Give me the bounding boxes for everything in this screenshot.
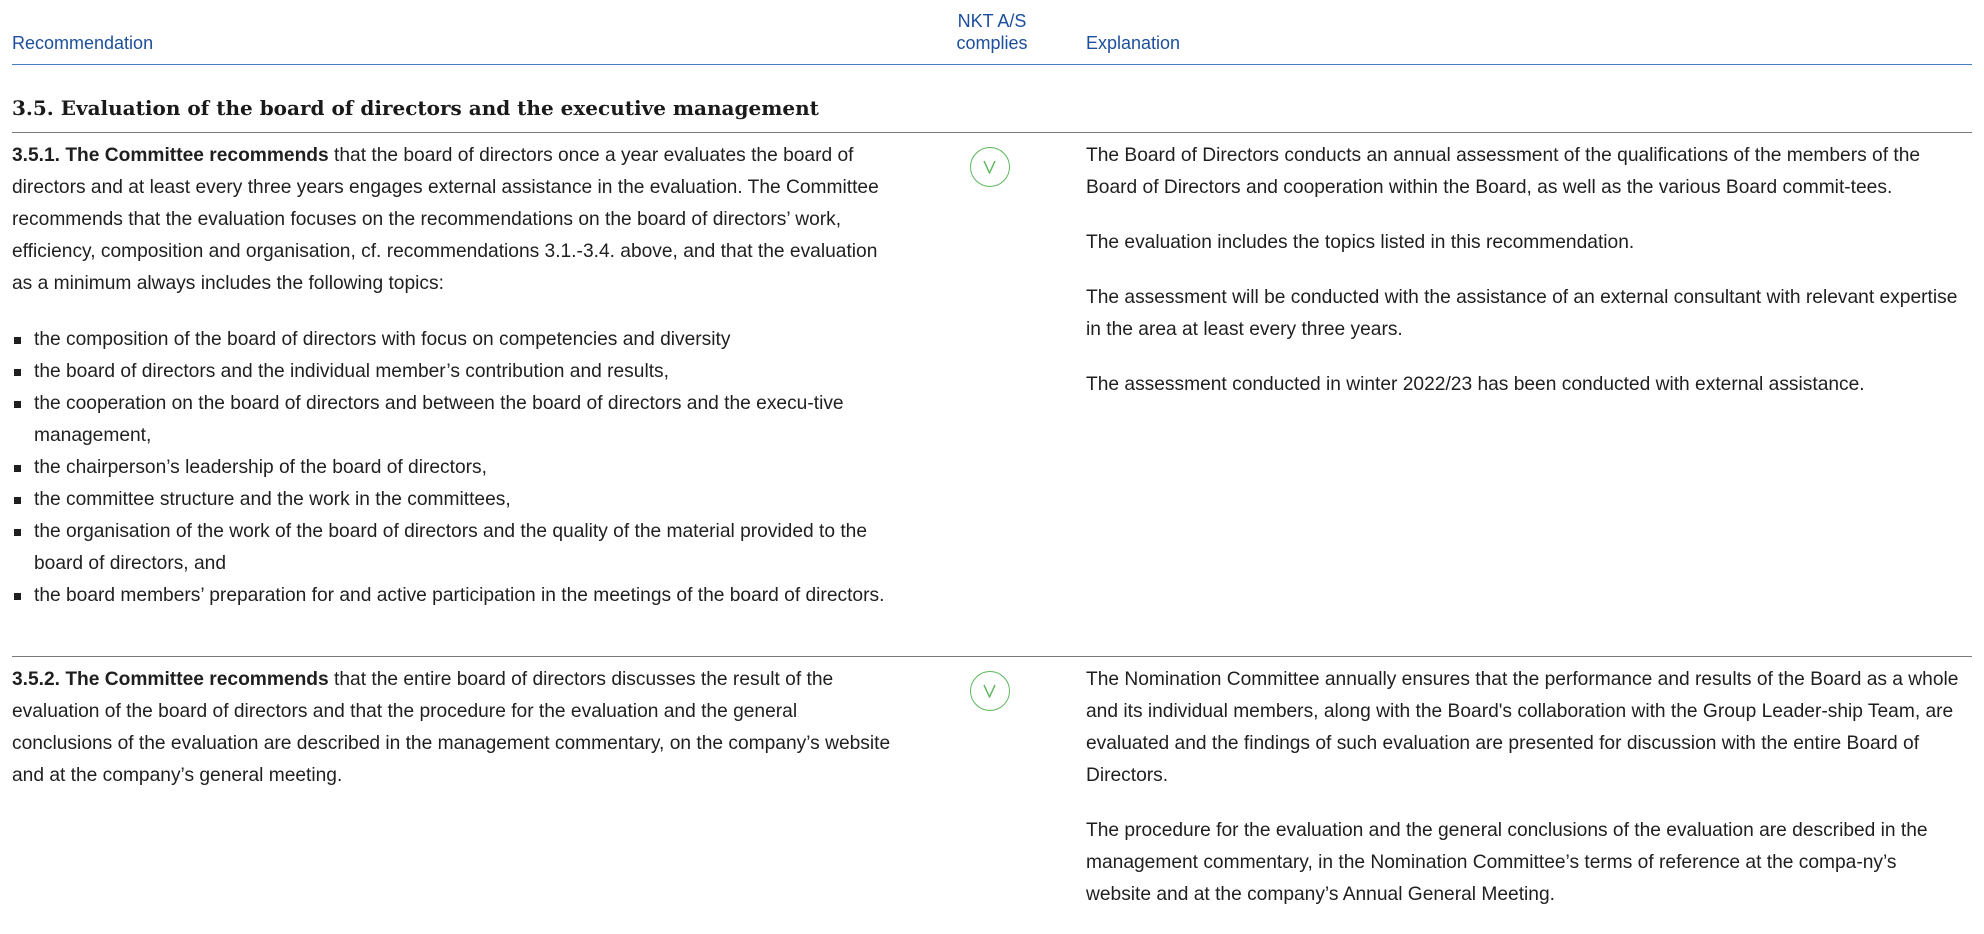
list-item: the composition of the board of directors with focus on competencies and diversity xyxy=(12,324,902,356)
explanation-paragraph: The assessment conducted in winter 2022/23 has been conducted with external assistance. xyxy=(1086,374,1865,395)
recommendation-text xyxy=(12,664,902,792)
row-divider xyxy=(12,132,1972,133)
recommendation-3-5-2 xyxy=(12,664,902,792)
check-icon xyxy=(970,147,1010,187)
column-header-recommendation: Recommendation xyxy=(12,33,154,53)
complies-header-line2: complies xyxy=(956,33,1028,53)
recommendation-text xyxy=(12,140,902,300)
list-item: the board members’ preparation for and active participation in the meetings of the board of directors. xyxy=(12,580,902,612)
header-divider xyxy=(12,64,1972,65)
explanation-3-5-2 xyxy=(1086,664,1966,934)
column-header-explanation: Explanation xyxy=(1086,33,1181,53)
explanation-paragraph: The Board of Directors conducts an annual assessment of the qualifications of the members of the Board of Directors and cooperation within the Board, as well as the various Board commit-tees. xyxy=(1086,145,1921,198)
section-title: 3.5. Evaluation of the board of directors and the executive management xyxy=(12,96,819,120)
explanation-paragraph: The assessment will be conducted with the assistance of an external consultant with relevant expertise in the area at least every three years. xyxy=(1086,287,1958,340)
list-item: the cooperation on the board of directors and between the board of directors and the execu-tive management, xyxy=(12,388,902,452)
recommendation-lead: 3.5.2. The Committee recommends xyxy=(12,669,329,690)
check-icon xyxy=(970,671,1010,711)
list-item: the board of directors and the individual member’s contribution and results, xyxy=(12,356,902,388)
recommendation-3-5-1 xyxy=(12,140,902,612)
explanation-3-5-1 xyxy=(1086,140,1966,424)
list-item: the chairperson’s leadership of the board of directors, xyxy=(12,452,902,484)
row-divider xyxy=(12,656,1972,657)
explanation-paragraph: The evaluation includes the topics listed in this recommendation. xyxy=(1086,232,1635,253)
complies-header-line1: NKT A/S xyxy=(957,11,1027,31)
explanation-paragraph: The Nomination Committee annually ensures that the performance and results of the Board as a whole and its individual members, along with the Board's collaboration with the Group Leader-ship Team, are evaluated and the findings of such evaluation are presented for discussion with the entire Board of Directors. xyxy=(1086,669,1959,786)
recommendation-lead: 3.5.1. The Committee recommends xyxy=(12,145,329,166)
topic-list xyxy=(12,324,902,612)
column-header-complies xyxy=(950,10,1034,54)
recommendation-body: that the board of directors once a year evaluates the board of directors and at least every three years engages external assistance in the evaluation. The Committee recommends that the evaluation focuses on the recommendations on the board of directors’ work, efficiency, composition and organisation, cf. recommendations 3.1.-3.4. above, and that the evaluation as a minimum always includes the following topics: xyxy=(12,145,879,294)
explanation-paragraph: The procedure for the evaluation and the general conclusions of the evaluation are described in the management commentary, in the Nomination Committee’s terms of reference at the compa-ny’s website and at the company’s Annual General Meeting. xyxy=(1086,820,1928,905)
list-item: the committee structure and the work in the committees, xyxy=(12,484,902,516)
recommendation-body: that the entire board of directors discusses the result of the evaluation of the board of directors and that the procedure for the evaluation and the general conclusions of the evaluation are described in the management commentary, on the company’s website and at the company’s general meeting. xyxy=(12,669,891,786)
list-item: the organisation of the work of the board of directors and the quality of the material provided to the board of directors, and xyxy=(12,516,902,580)
